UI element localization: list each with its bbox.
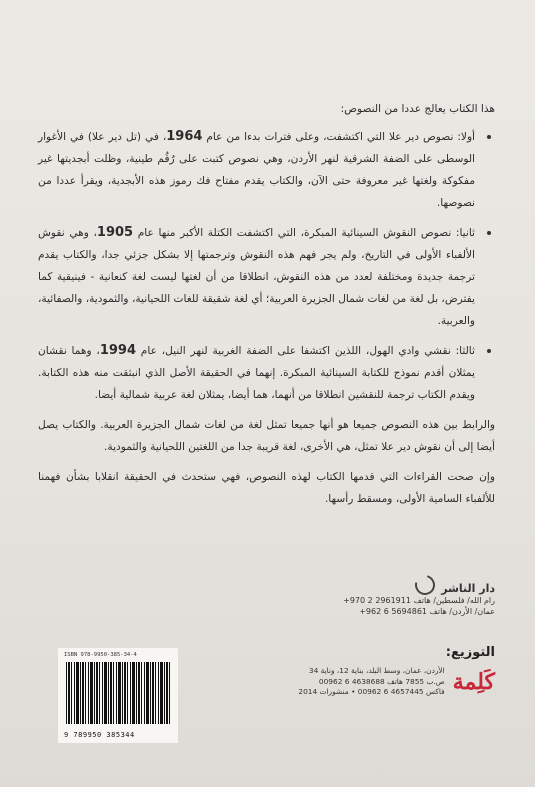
distribution-label: التوزيع: <box>445 645 495 660</box>
list-item <box>38 340 475 406</box>
publisher-address: رام الله/ فلسطين/ هاتف 2961911 2 970+ <box>343 596 495 605</box>
item-text: ثانيا: نصوص النقوش السينائية المبكرة، التي اكتشفت الكتلة الأكبر منها عام <box>133 227 476 239</box>
publisher-address: عمان/ الأردن/ هاتف 5694861 6 962+ <box>359 607 495 616</box>
barcode <box>58 648 178 743</box>
item-text: ، وهما نقشان يمثلان أقدم نموذج للكتابة السينائية المبكرة. إنهما في الحقيقة الأصل الذي انبثقت منه هذه الكتابة. ويقدم الكتاب ترجمة للنقشين انطلاقا من أنهما، هما أيضا، يمثلان لغة عربية شمالية أيضا. <box>38 345 475 401</box>
list-item <box>38 222 475 332</box>
year: 1905 <box>96 225 134 240</box>
publisher-block <box>343 575 495 617</box>
distributor-address <box>298 666 444 698</box>
item-text: ، في (تل دير علا) في الأغوار الوسطى على الضفة الشرقية لنهر الأردن، وهي نصوص كتبت على رُقُم طينية، وظلت أبجديتها غير مفكوكة ولغتها غير معروفة حتى الآن، والكتاب يقدم مفتاح فك رموز هذه الأبجدية، ويقرأ عددا من نصوصها. <box>38 131 475 209</box>
isbn: ISBN 978-9950-385-34-4 <box>64 652 137 658</box>
publisher-logo <box>343 575 495 595</box>
distributor <box>298 666 495 698</box>
distribution-block <box>298 645 495 698</box>
paragraph: وإن صحت القراءات التي قدمها الكتاب لهذه النصوص، فهي ستحدث في الحقيقة انقلابا بشأن فهمنا للألفباء السامية الأولى، ومسقط رأسها. <box>38 471 495 505</box>
item-text: ، وهي نقوش الألفباء الأولى في التاريخ، ولم يجر فهم هذه النقوش وترجمتها إلا بشكل جزئي جدا، والكتاب يقدم ترجمة جديدة ومختلفة لعدد من هذه النقوش، انطلاقا من أن لغتها ليست لغة كنعانية - فينيقية كما يفترض، بل لغة من لغات شمال الجزيرة العربية؛ أي لغة شقيقة للغات اللحيانية، والثمودية، والصفائية، والعربية. <box>38 227 475 327</box>
year: 1994 <box>99 343 137 358</box>
distributor-logo: كَلِمة <box>452 668 495 695</box>
address-line: ص.ب 7855 هاتف 4638688 6 00962 <box>318 676 445 686</box>
blurb <box>38 98 495 518</box>
address-line: فاكس 4657445 6 00962 • منشورات 2014 <box>298 687 445 696</box>
intro-text: هذا الكتاب يعالج عددا من النصوص: <box>340 103 495 115</box>
year: 1964 <box>166 129 203 144</box>
list-item <box>38 126 475 214</box>
barcode-bars <box>66 662 170 724</box>
item-text: ثالثا: نقشي وادي الهول، اللذين اكتشفا على الضفة الغربية لنهر النيل، عام <box>136 345 475 357</box>
address-line: الأردن، عمان، وسط البلد، بناية 12، وناية 34 <box>308 666 445 675</box>
paragraph: والرابط بين هذه النصوص جميعا هو أنها جميعا تمثل لغة من لغات شمال الجزيرة العربية. والكتاب يصل أيضا إلى أن نقوش دير علا تمثل، هي الأخرى، لغة قريبة جدا من اللغتين اللحيانية والثمودية. <box>38 419 495 453</box>
text-list <box>38 126 495 406</box>
barcode-digits: 9 789950 385344 <box>64 731 135 739</box>
item-text: أولا: نصوص دير علا التي اكتشفت، وعلى فترات بدءا من عام <box>202 131 476 143</box>
publisher-name: دار الناشر <box>441 582 495 595</box>
